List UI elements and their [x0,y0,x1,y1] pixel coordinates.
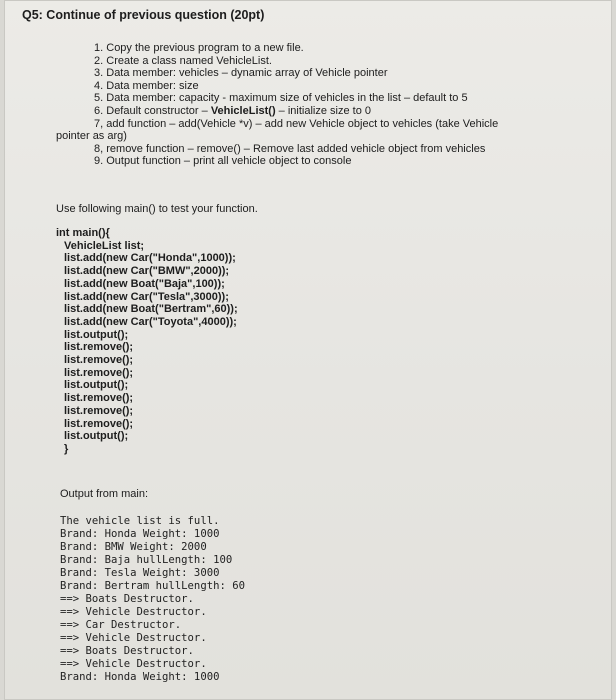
step-9: 9. Output function – print all vehicle object to console [94,155,352,168]
output-label: Output from main: [60,488,149,500]
console-line: ==> Vehicle Destructor. [60,632,207,644]
console-line: Brand: Bertram hullLength: 60 [60,580,245,592]
code-line: list.add(new Car("Tesla",3000)); [64,290,229,303]
console-line: ==> Boats Destructor. [60,593,194,605]
step-5: 5. Data member: capacity - maximum size of vehicles in the list – default to 5 [94,92,468,105]
question-title: Q5: Continue of previous question (20pt) [22,8,265,22]
code-line: list.remove(); [64,366,134,379]
step-3: 3. Data member: vehicles – dynamic array of Vehicle pointer [94,67,388,80]
code-line: list.add(new Car("BMW",2000)); [64,265,230,278]
console-line: ==> Boats Destructor. [60,645,194,657]
console-line: ==> Vehicle Destructor. [60,606,207,618]
main-code-block [56,227,238,456]
step-2: 2. Create a class named VehicleList. [94,54,272,67]
code-line: } [64,442,69,455]
code-line: list.output(); [64,430,129,443]
code-line: list.remove(); [64,354,134,367]
step-8: 8, remove function – remove() – Remove last added vehicle object from vehicles [94,142,486,155]
code-line: list.add(new Car("Honda",1000)); [64,252,236,265]
console-output [60,515,245,684]
step-4: 4. Data member: size [94,79,199,92]
instruction-list [4,42,612,168]
console-line: The vehicle list is full. [60,515,220,527]
console-line: Brand: Honda Weight: 1000 [60,528,220,540]
code-line: list.remove(); [64,404,134,417]
code-line: list.add(new Boat("Baja",100)); [64,277,225,290]
code-line: VehicleList list; [64,239,145,252]
console-line: Brand: Baja hullLength: 100 [60,554,233,566]
intro-text: Use following main() to test your function. [56,203,258,215]
console-line: ==> Vehicle Destructor. [60,658,207,670]
console-line: Brand: Honda Weight: 1000 [60,671,220,683]
step-7: 7, add function – add(Vehicle *v) – add new Vehicle object to vehicles (take Vehicle pointer as arg) [56,117,499,143]
code-line: list.add(new Car("Toyota",4000)); [64,315,237,328]
code-line: list.remove(); [64,417,134,430]
console-line: Brand: BMW Weight: 2000 [60,541,207,553]
console-line: ==> Car Destructor. [60,619,182,631]
code-line: list.output(); [64,379,129,392]
code-line: list.output(); [64,328,129,341]
step-1: 1. Copy the previous program to a new file. [94,42,304,54]
console-line: Brand: Tesla Weight: 3000 [60,567,220,579]
code-line: list.add(new Boat("Bertram",60)); [64,303,238,316]
code-line: list.remove(); [64,341,134,354]
step-6: 6. Default constructor – VehicleList() – initialize size to 0 [94,104,371,117]
code-line: int main(){ [56,227,110,239]
document-page [4,0,612,700]
code-line: list.remove(); [64,392,134,405]
